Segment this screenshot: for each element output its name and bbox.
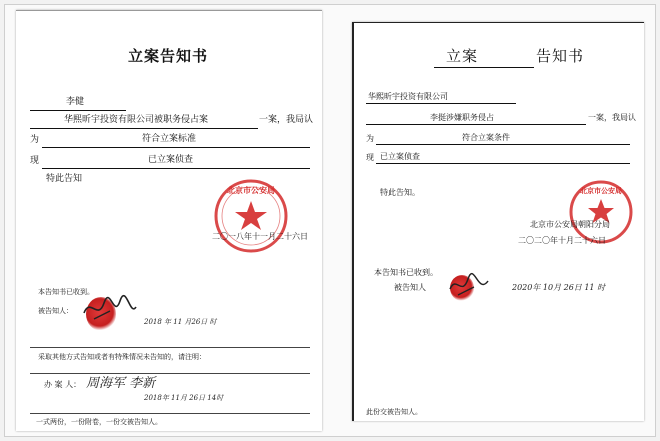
left-divider-3 xyxy=(30,413,310,414)
left-line2-prefix: 为 xyxy=(30,135,40,145)
left-notified-label: 被告知人： xyxy=(38,307,73,315)
right-title-part2: 告知书 xyxy=(536,47,585,65)
right-line3-underline xyxy=(376,163,630,164)
left-date: 二〇一八年十一月二十六日 xyxy=(212,232,308,241)
right-signature-scribble xyxy=(446,271,492,301)
right-footer: 此份交被告知人。 xyxy=(366,408,422,416)
right-line2-value: 符合立案条件 xyxy=(462,133,510,142)
left-notice: 特此告知 xyxy=(46,174,83,184)
left-recipient-underline xyxy=(30,110,126,111)
left-title: 立案告知书 xyxy=(128,47,209,65)
left-received: 本告知书已收到。 xyxy=(38,288,94,296)
right-recipient: 华熙昕宇投资有限公司 xyxy=(368,92,448,101)
left-case-name: 华熙昕宇投资有限公司被职务侵占案 xyxy=(64,115,209,125)
right-case-suffix: 一案，我局认 xyxy=(588,113,636,122)
left-line3-prefix: 现 xyxy=(30,156,40,166)
right-line2-prefix: 为 xyxy=(366,134,374,143)
left-signature-scribble xyxy=(80,293,140,327)
right-case-name: 李挺涉嫌职务侵占 xyxy=(430,113,494,122)
left-line2-value: 符合立案标准 xyxy=(142,134,197,144)
left-handler-label: 办 案 人： xyxy=(44,380,82,389)
right-issuer: 北京市公安局朝阳分局 xyxy=(530,220,610,229)
right-case-underline xyxy=(366,124,586,125)
left-line3-underline xyxy=(42,168,310,169)
left-notice-document xyxy=(16,10,322,431)
left-official-seal xyxy=(212,177,290,255)
right-notified-date: 2020年 10月 26日 11 时 xyxy=(512,283,606,292)
svg-text:北京市公安局: 北京市公安局 xyxy=(227,186,275,195)
left-case-suffix: 一案，我局认 xyxy=(259,115,314,125)
right-recipient-underline xyxy=(366,103,516,104)
left-notified-date: 2018 年 11 月26日 时 xyxy=(144,318,217,326)
left-line2-underline xyxy=(42,147,310,148)
right-title-part1: 立案 xyxy=(446,47,479,65)
right-notice: 特此告知。 xyxy=(380,188,420,197)
left-handler-signature: 周海军 李新 xyxy=(86,376,156,391)
right-received: 本告知书已收到。 xyxy=(374,268,438,277)
left-divider-1 xyxy=(30,347,310,348)
right-notice-document xyxy=(352,22,644,421)
left-case-underline xyxy=(30,128,258,129)
right-notified-label: 被告知人 xyxy=(394,283,426,292)
left-handler-date: 2018年 11月 26日 14时 xyxy=(144,394,224,402)
left-measures: 采取其他方式告知或者有特殊情况未告知的，请注明： xyxy=(38,353,206,361)
right-line3-value: 已立案侦查 xyxy=(380,152,420,161)
left-recipient: 李健 xyxy=(66,97,85,107)
right-line3-prefix: 现 xyxy=(366,153,374,162)
right-title-underline xyxy=(434,67,534,68)
right-date: 二〇二〇年十月二十六日 xyxy=(518,236,606,245)
right-line2-underline xyxy=(376,144,630,145)
left-line3-value: 已立案侦查 xyxy=(148,155,194,165)
left-footer: 一式两份，一份附卷，一份交被告知人。 xyxy=(36,418,162,426)
left-divider-2 xyxy=(30,373,310,374)
svg-text:北京市公安局: 北京市公安局 xyxy=(580,187,622,195)
